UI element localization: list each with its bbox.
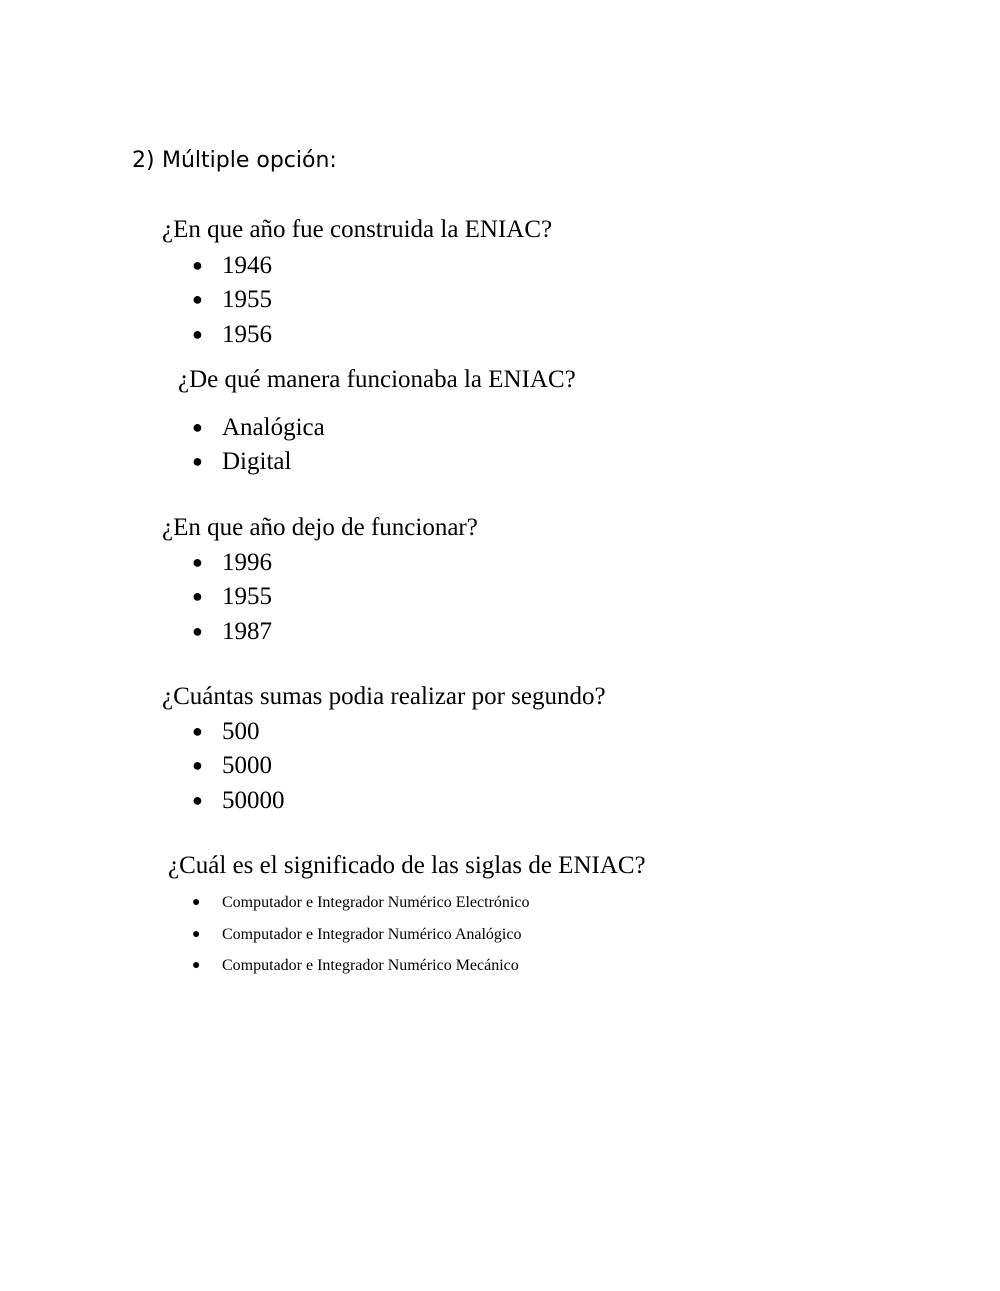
section-heading bbox=[132, 146, 337, 176]
section-title: Múltiple opción: bbox=[162, 148, 337, 173]
bullet-icon: ● bbox=[192, 255, 203, 275]
bullet-icon: ● bbox=[192, 552, 203, 572]
option-label: 1955 bbox=[222, 286, 272, 313]
option-q2-2[interactable] bbox=[192, 446, 291, 477]
option-label: 1987 bbox=[222, 618, 272, 645]
question-5: ¿Cuál es el significado de las siglas de ENIAC? bbox=[168, 852, 646, 879]
bullet-icon: ● bbox=[192, 324, 203, 344]
option-label: 1946 bbox=[222, 252, 272, 279]
option-label: 1955 bbox=[222, 583, 272, 610]
question-3: ¿En que año dejo de funcionar? bbox=[162, 514, 478, 541]
question-2: ¿De qué manera funcionaba la ENIAC? bbox=[178, 366, 576, 393]
option-q5-1[interactable] bbox=[192, 892, 529, 914]
option-q1-1[interactable] bbox=[192, 250, 272, 281]
bullet-icon: ● bbox=[192, 958, 201, 973]
question-4: ¿Cuántas sumas podia realizar por segundo? bbox=[162, 683, 606, 710]
option-q4-2[interactable] bbox=[192, 750, 272, 781]
option-q1-3[interactable] bbox=[192, 319, 272, 350]
option-q3-2[interactable] bbox=[192, 581, 272, 612]
bullet-icon: ● bbox=[192, 790, 203, 810]
option-label: Computador e Integrador Numérico Mecánico bbox=[222, 957, 519, 974]
bullet-icon: ● bbox=[192, 927, 201, 942]
option-label: Computador e Integrador Numérico Analógico bbox=[222, 926, 522, 943]
option-label: 5000 bbox=[222, 752, 272, 779]
option-q3-3[interactable] bbox=[192, 616, 272, 647]
option-q1-2[interactable] bbox=[192, 284, 272, 315]
option-q3-1[interactable] bbox=[192, 547, 272, 578]
option-q5-2[interactable] bbox=[192, 924, 521, 946]
option-q4-1[interactable] bbox=[192, 716, 260, 747]
bullet-icon: ● bbox=[192, 417, 203, 437]
option-label: 50000 bbox=[222, 787, 285, 814]
bullet-icon: ● bbox=[192, 721, 203, 741]
option-label: Analógica bbox=[222, 414, 325, 441]
bullet-icon: ● bbox=[192, 451, 203, 471]
bullet-icon: ● bbox=[192, 621, 203, 641]
bullet-icon: ● bbox=[192, 586, 203, 606]
bullet-icon: ● bbox=[192, 289, 203, 309]
option-label: Computador e Integrador Numérico Electrónico bbox=[222, 894, 530, 911]
option-label: Digital bbox=[222, 448, 292, 475]
option-label: 1996 bbox=[222, 549, 272, 576]
section-number: 2) bbox=[132, 148, 155, 173]
question-1: ¿En que año fue construida la ENIAC? bbox=[162, 216, 553, 243]
option-label: 500 bbox=[222, 718, 260, 745]
bullet-icon: ● bbox=[192, 895, 201, 910]
option-label: 1956 bbox=[222, 321, 272, 348]
option-q4-3[interactable] bbox=[192, 785, 285, 816]
option-q5-3[interactable] bbox=[192, 955, 519, 977]
bullet-icon: ● bbox=[192, 755, 203, 775]
option-q2-1[interactable] bbox=[192, 412, 325, 443]
